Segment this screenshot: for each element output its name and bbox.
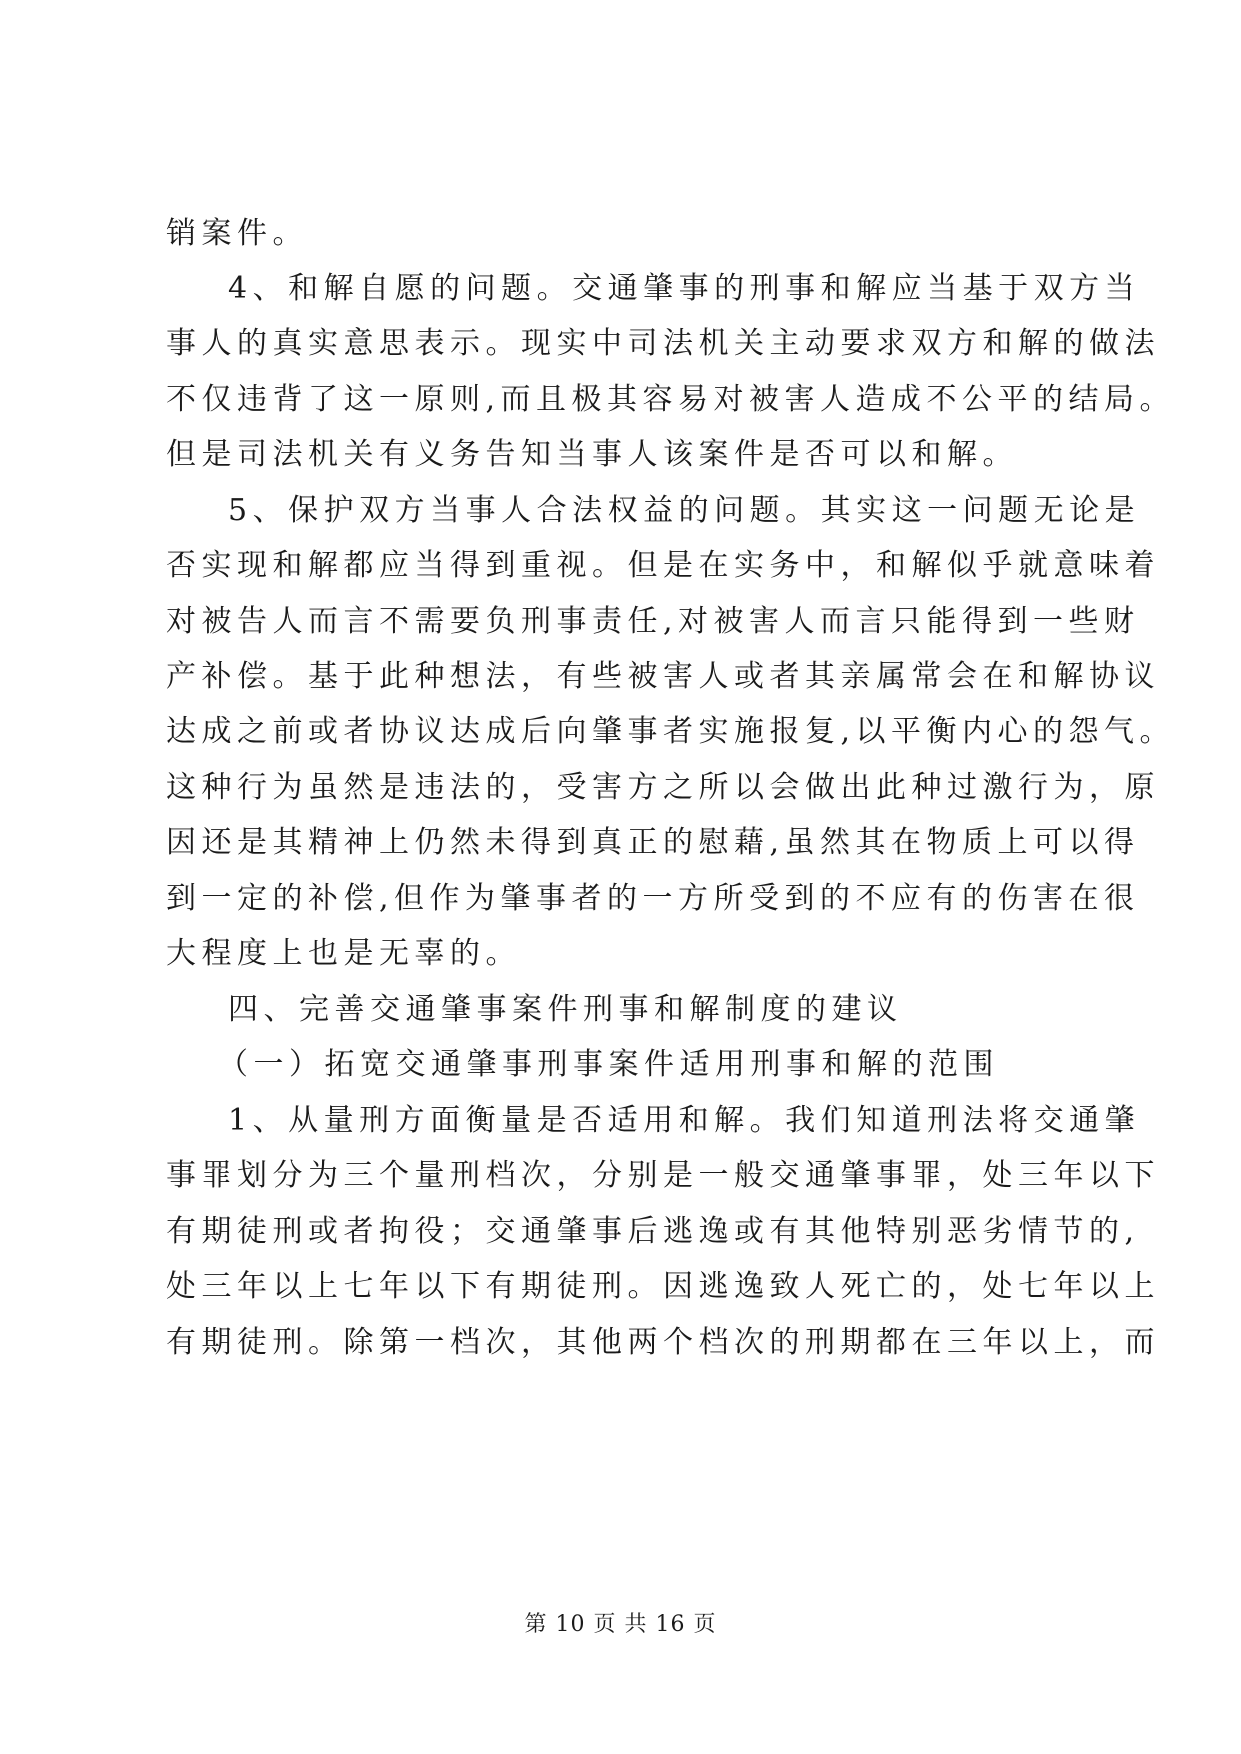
- text-line: 1、从量刑方面衡量是否适用和解。我们知道刑法将交通肇: [228, 1103, 1141, 1138]
- text-line: 但是司法机关有义务告知当事人该案件是否可以和解。: [166, 437, 1018, 472]
- text-line: 5、保护双方当事人合法权益的问题。其实这一问题无论是: [228, 493, 1141, 528]
- text-line: 销案件。: [166, 216, 308, 251]
- text-line: 达成之前或者协议达成后向肇事者实施报复,以平衡内心的怨气。: [166, 714, 1176, 749]
- text-line: 到一定的补偿,但作为肇事者的一方所受到的不应有的伤害在很: [166, 881, 1140, 916]
- text-line: 事人的真实意思表示。现实中司法机关主动要求双方和解的做法: [166, 326, 1160, 361]
- text-line: 事罪划分为三个量刑档次，分别是一般交通肇事罪，处三年以下: [166, 1158, 1160, 1193]
- text-line: 有期徒刑。除第一档次，其他两个档次的刑期都在三年以上，而: [166, 1325, 1160, 1360]
- text-line: 大程度上也是无辜的。: [166, 936, 521, 971]
- text-line: 因还是其精神上仍然未得到真正的慰藉,虽然其在物质上可以得: [166, 825, 1140, 860]
- subsection-heading: （一）拓宽交通肇事刑事案件适用刑事和解的范围: [218, 1047, 999, 1082]
- text-line: 这种行为虽然是违法的，受害方之所以会做出此种过激行为，原: [166, 770, 1160, 805]
- text-line: 4、和解自愿的问题。交通肇事的刑事和解应当基于双方当: [228, 271, 1141, 306]
- text-line: 产补偿。基于此种想法，有些被害人或者其亲属常会在和解协议: [166, 659, 1160, 694]
- text-line: 有期徒刑或者拘役；交通肇事后逃逸或有其他特别恶劣情节的,: [166, 1214, 1140, 1249]
- section-heading: 四、完善交通肇事案件刑事和解制度的建议: [228, 992, 903, 1027]
- text-line: 否实现和解都应当得到重视。但是在实务中，和解似乎就意味着: [166, 548, 1160, 583]
- page-number-footer: 第 10 页 共 16 页: [524, 1612, 717, 1637]
- text-line: 对被告人而言不需要负刑事责任,对被害人而言只能得到一些财: [166, 604, 1140, 639]
- text-line: 不仅违背了这一原则,而且极其容易对被害人造成不公平的结局。: [166, 382, 1176, 417]
- text-line: 处三年以上七年以下有期徒刑。因逃逸致人死亡的，处七年以上: [166, 1269, 1160, 1304]
